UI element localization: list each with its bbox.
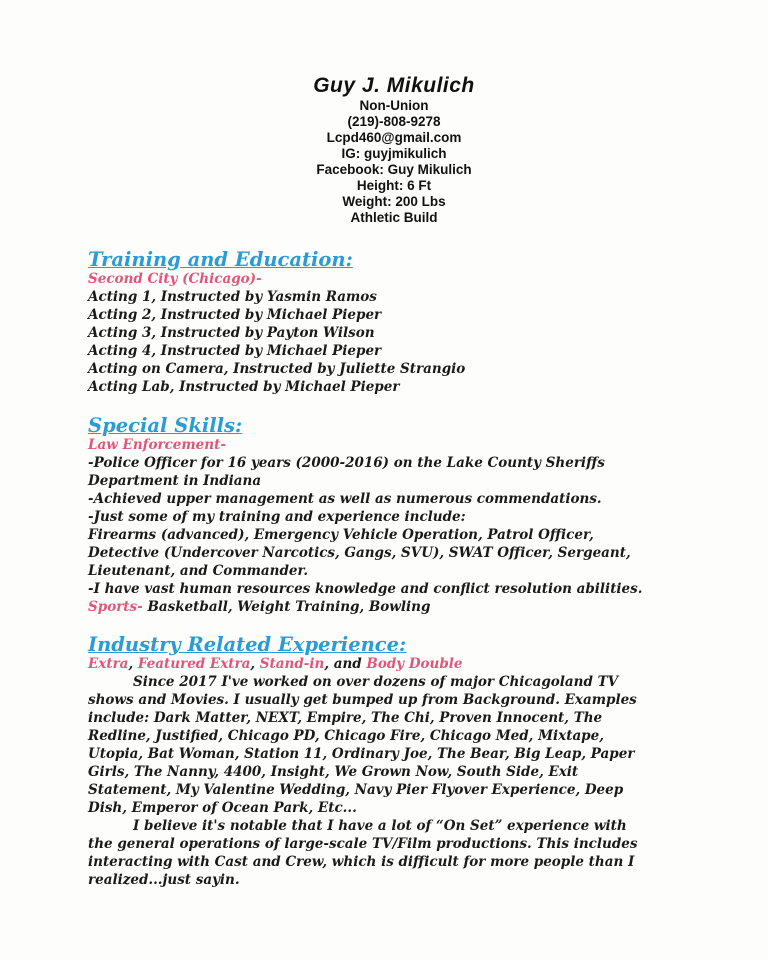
skills-line: -I have vast human resources knowledge and conflict resolution abilities. <box>88 581 643 597</box>
candidate-name: Guy J. Mikulich <box>313 74 475 97</box>
instagram-handle: IG: guyjmikulich <box>341 146 447 161</box>
experience-heading: Industry Related Experience: <box>88 633 407 656</box>
training-heading: Training and Education: <box>88 248 353 271</box>
training-item: Acting 1, Instructed by Yasmin Ramos <box>88 289 377 305</box>
experience-para2-line: I believe it's notable that I have a lot of “On Set” experience with <box>133 818 627 834</box>
role-separator: , and <box>324 656 367 672</box>
training-item: Acting 3, Instructed by Payton Wilson <box>88 325 375 341</box>
union-status: Non-Union <box>359 98 429 113</box>
experience-para1-line: shows and Movies. I usually get bumped up from Background. Examples <box>88 692 637 708</box>
skills-section <box>88 415 698 616</box>
experience-para2-line: the general operations of large-scale TV/Film productions. This includes <box>88 836 638 852</box>
training-item: Acting 2, Instructed by Michael Pieper <box>88 307 382 323</box>
experience-para1-line: Dish, Emperor of Ocean Park, Etc... <box>88 800 357 816</box>
sports-label: Sports- <box>88 599 143 615</box>
height: Height: 6 Ft <box>356 178 432 193</box>
role-body-double: Body Double <box>366 656 463 672</box>
role-separator: , <box>128 656 138 672</box>
experience-para1-line: Redline, Justified, Chicago PD, Chicago Fire, Chicago Med, Mixtape, <box>88 728 604 744</box>
weight: Weight: 200 Lbs <box>342 194 446 209</box>
role-featured-extra: Featured Extra <box>137 656 251 672</box>
email-address: Lcpd460@gmail.com <box>326 130 462 145</box>
experience-section <box>88 634 698 889</box>
skills-line: -Police Officer for 16 years (2000-2016) on the Lake County Sheriffs <box>88 455 605 471</box>
skills-line: Detective (Undercover Narcotics, Gangs, SVU), SWAT Officer, Sergeant, <box>88 545 631 561</box>
skills-line: -Achieved upper management as well as numerous commendations. <box>88 491 602 507</box>
role-stand-in: Stand-in <box>259 656 325 672</box>
skills-line: Firearms (advanced), Emergency Vehicle Operation, Patrol Officer, <box>88 527 594 543</box>
sports-line <box>88 598 698 616</box>
training-item: Acting on Camera, Instructed by Juliette Strangio <box>88 361 466 377</box>
training-school: Second City (Chicago)- <box>88 271 262 287</box>
phone-number: (219)-808-9278 <box>347 114 441 129</box>
sports-text: Basketball, Weight Training, Bowling <box>142 599 431 615</box>
experience-para2-line: interacting with Cast and Crew, which is difficult for more people than I <box>88 854 635 870</box>
experience-para1-line: Girls, The Nanny, 4400, Insight, We Grown Now, South Side, Exit <box>88 764 579 780</box>
role-separator: , <box>250 656 260 672</box>
experience-roles <box>88 656 698 673</box>
skills-category: Law Enforcement- <box>88 437 226 453</box>
training-item: Acting 4, Instructed by Michael Pieper <box>88 343 382 359</box>
experience-para1-line: Since 2017 I've worked on over dozens of major Chicagoland TV <box>133 674 619 690</box>
build: Athletic Build <box>350 210 438 225</box>
role-extra: Extra <box>88 656 129 672</box>
skills-heading: Special Skills: <box>88 414 243 437</box>
skills-line: -Just some of my training and experience include: <box>88 509 466 525</box>
experience-para1-line: Statement, My Valentine Wedding, Navy Pier Flyover Experience, Deep <box>88 782 624 798</box>
training-item: Acting Lab, Instructed by Michael Pieper <box>88 379 400 395</box>
training-section <box>88 249 698 396</box>
skills-line: Lieutenant, and Commander. <box>88 563 309 579</box>
experience-para2-line: realized...just sayin. <box>88 872 240 888</box>
experience-para1-line: include: Dark Matter, NEXT, Empire, The Chi, Proven Innocent, The <box>88 710 603 726</box>
facebook-handle: Facebook: Guy Mikulich <box>316 162 472 177</box>
skills-line: Department in Indiana <box>88 473 262 489</box>
contact-header <box>0 74 768 226</box>
experience-para1-line: Utopia, Bat Woman, Station 11, Ordinary Joe, The Bear, Big Leap, Paper <box>88 746 635 762</box>
